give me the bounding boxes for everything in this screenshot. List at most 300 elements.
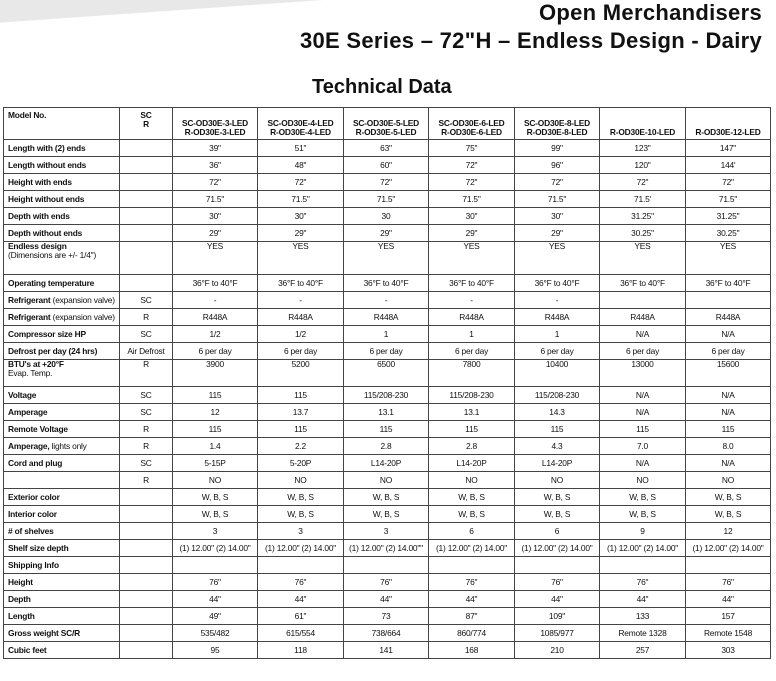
table-cell: (1) 12.00" (2) 14.00" (258, 540, 344, 557)
table-cell (515, 557, 600, 574)
table-cell: 109" (515, 608, 600, 625)
table-cell: 7800 (429, 360, 515, 387)
table-cell: - (344, 292, 429, 309)
table-cell: 44" (600, 591, 686, 608)
table-cell: R448A (258, 309, 344, 326)
table-cell: 5-15P (173, 455, 258, 472)
table-cell: 860/774 (429, 625, 515, 642)
table-cell: (1) 12.00" (2) 14.00"" (344, 540, 429, 557)
row-label-text: Operating temperature (8, 277, 95, 288)
table-cell: 1085/977 (515, 625, 600, 642)
table-cell: 29" (258, 225, 344, 242)
table-cell: N/A (686, 404, 771, 421)
table-cell: 133 (600, 608, 686, 625)
table-cell: 48" (258, 157, 344, 174)
table-cell: 36°F to 40°F (686, 275, 771, 292)
table-cell: N/A (600, 404, 686, 421)
table-cell: 63" (344, 140, 429, 157)
table-cell: NO (344, 472, 429, 489)
table-cell (429, 557, 515, 574)
row-label (4, 642, 120, 659)
table-cell: 118 (258, 642, 344, 659)
table-cell: 73 (344, 608, 429, 625)
row-type-cell (120, 591, 173, 608)
table-cell: 13000 (600, 360, 686, 387)
table-cell: 15600 (686, 360, 771, 387)
row-type-cell (120, 208, 173, 225)
table-cell: 36°F to 40°F (258, 275, 344, 292)
row-label (4, 309, 120, 326)
table-cell: W, B, S (344, 489, 429, 506)
table-cell: 120" (600, 157, 686, 174)
table-cell: 44" (686, 591, 771, 608)
table-cell: W, B, S (258, 489, 344, 506)
table-cell: 5-20P (258, 455, 344, 472)
table-cell: 51" (258, 140, 344, 157)
row-type-cell (120, 489, 173, 506)
table-cell: 76" (600, 574, 686, 591)
table-cell: 535/482 (173, 625, 258, 642)
table-cell: N/A (686, 387, 771, 404)
model-header-cell (686, 108, 771, 140)
table-cell: 6 per day (600, 343, 686, 360)
row-label (4, 557, 120, 574)
table-cell: 6 per day (515, 343, 600, 360)
section-title: Technical Data (312, 76, 452, 98)
table-cell: 115 (344, 421, 429, 438)
table-cell: 72" (686, 174, 771, 191)
table-cell: 115/208-230 (344, 387, 429, 404)
table-cell: YES (600, 242, 686, 275)
row-type-cell (120, 275, 173, 292)
table-cell: - (173, 292, 258, 309)
table-cell: 9 (600, 523, 686, 540)
table-row (4, 404, 771, 421)
row-label (4, 208, 120, 225)
row-type-cell (120, 174, 173, 191)
row-label (4, 523, 120, 540)
row-label-text: Height with ends (8, 176, 72, 187)
table-cell: (1) 12.00" (2) 14.00" (173, 540, 258, 557)
row-label (4, 489, 120, 506)
model-sc-number: SC-OD30E-5-LED (352, 118, 420, 129)
table-cell: R448A (173, 309, 258, 326)
row-label (4, 421, 120, 438)
table-cell: R448A (600, 309, 686, 326)
table-cell: YES (515, 242, 600, 275)
row-label (4, 506, 120, 523)
row-label-text: Remote Voltage (8, 423, 68, 434)
model-sc-number: SC-OD30E-8-LED (523, 118, 591, 129)
table-cell: NO (686, 472, 771, 489)
row-label (4, 404, 120, 421)
table-cell: R448A (515, 309, 600, 326)
table-cell: 115 (429, 421, 515, 438)
table-cell: 1.4 (173, 438, 258, 455)
row-type-cell: SC (120, 455, 173, 472)
row-label (4, 387, 120, 404)
table-cell: YES (344, 242, 429, 275)
table-cell: 6 per day (344, 343, 429, 360)
row-label-text: Cord and plug (8, 457, 63, 468)
table-cell: 10400 (515, 360, 600, 387)
row-label-text: Length (8, 610, 35, 621)
table-cell: 115 (600, 421, 686, 438)
row-label (4, 140, 120, 157)
table-cell: 36°F to 40°F (173, 275, 258, 292)
row-label-text: Amperage (8, 406, 48, 417)
table-cell: 147" (686, 140, 771, 157)
table-cell: 36°F to 40°F (344, 275, 429, 292)
table-cell: NO (258, 472, 344, 489)
table-cell (344, 557, 429, 574)
row-type-cell (120, 557, 173, 574)
table-cell: NO (173, 472, 258, 489)
table-cell: 44" (344, 591, 429, 608)
row-type-cell (120, 157, 173, 174)
table-cell: 71.5" (429, 191, 515, 208)
table-cell: W, B, S (686, 506, 771, 523)
table-cell: 2.2 (258, 438, 344, 455)
table-cell: 115 (515, 421, 600, 438)
row-label (4, 472, 120, 489)
table-cell: 115/208-230 (429, 387, 515, 404)
row-label (4, 225, 120, 242)
model-sc-number: SC-OD30E-6-LED (438, 118, 505, 129)
row-type-cell: R (120, 360, 173, 387)
row-label-text: Cubic feet (8, 644, 47, 655)
table-cell: 6 (515, 523, 600, 540)
table-cell: 303 (686, 642, 771, 659)
table-cell: N/A (600, 455, 686, 472)
table-cell: 3 (258, 523, 344, 540)
table-row (4, 506, 771, 523)
table-cell: N/A (686, 455, 771, 472)
table-row (4, 174, 771, 191)
model-header-cell (258, 108, 344, 140)
table-cell: L14-20P (429, 455, 515, 472)
table-row (4, 360, 771, 387)
table-cell: W, B, S (515, 489, 600, 506)
table-cell: 6 per day (686, 343, 771, 360)
table-cell: 168 (429, 642, 515, 659)
table-cell: 71.5" (173, 191, 258, 208)
row-label (4, 157, 120, 174)
table-cell: YES (173, 242, 258, 275)
table-cell (173, 557, 258, 574)
table-row (4, 523, 771, 540)
row-label-text: Gross weight SC/R (8, 627, 80, 638)
row-type-cell (120, 540, 173, 557)
table-row (4, 455, 771, 472)
table-cell: Remote 1548 (686, 625, 771, 642)
table-header-row (4, 108, 771, 140)
table-row (4, 242, 771, 275)
product-series-title: 30E Series – 72"H – Endless Design - Dairy (299, 28, 762, 53)
table-cell: W, B, S (429, 506, 515, 523)
row-label (4, 438, 120, 455)
table-cell: 30" (258, 208, 344, 225)
row-label (4, 275, 120, 292)
row-label (4, 326, 120, 343)
table-cell: 6 (429, 523, 515, 540)
table-cell: 115 (173, 387, 258, 404)
table-cell: L14-20P (344, 455, 429, 472)
row-label (4, 591, 120, 608)
r-header-label: R (143, 118, 149, 129)
table-cell: 6500 (344, 360, 429, 387)
table-row (4, 421, 771, 438)
row-label-text: Height without ends (8, 193, 85, 204)
row-type-cell: R (120, 472, 173, 489)
table-cell: 12 (686, 523, 771, 540)
table-row (4, 208, 771, 225)
table-cell: - (258, 292, 344, 309)
table-row (4, 275, 771, 292)
table-cell: - (429, 292, 515, 309)
row-label-text: Shipping Info (8, 559, 59, 570)
table-row (4, 438, 771, 455)
table-cell: YES (686, 242, 771, 275)
table-cell: W, B, S (173, 506, 258, 523)
table-cell: 1/2 (258, 326, 344, 343)
table-cell: 6 per day (173, 343, 258, 360)
table-cell: W, B, S (600, 489, 686, 506)
table-cell: (1) 12.00" (2) 14.00" (515, 540, 600, 557)
table-cell: N/A (600, 326, 686, 343)
table-cell: 115 (686, 421, 771, 438)
table-cell: Remote 1328 (600, 625, 686, 642)
table-cell: 36" (173, 157, 258, 174)
table-cell: 13.1 (429, 404, 515, 421)
table-cell: (1) 12.00" (2) 14.00" (600, 540, 686, 557)
table-cell: 95 (173, 642, 258, 659)
table-row (4, 140, 771, 157)
table-cell: R448A (429, 309, 515, 326)
model-header-cell (344, 108, 429, 140)
table-cell: 3900 (173, 360, 258, 387)
table-cell (600, 557, 686, 574)
table-row (4, 309, 771, 326)
row-label-subline: Evap. Temp. (8, 367, 53, 378)
row-type-cell (120, 242, 173, 275)
row-type-cell: R (120, 421, 173, 438)
table-cell: W, B, S (515, 506, 600, 523)
table-cell: 615/554 (258, 625, 344, 642)
table-cell: 30 (344, 208, 429, 225)
row-label (4, 292, 120, 309)
table-row (4, 574, 771, 591)
table-cell (258, 557, 344, 574)
table-cell: 71.5' (600, 191, 686, 208)
model-r-number: R-OD30E-3-LED (184, 127, 246, 138)
table-cell: 3 (173, 523, 258, 540)
model-sc-number: SC-OD30E-3-LED (181, 118, 249, 129)
model-header-label: Model No. (4, 108, 120, 140)
model-r-number: R-OD30E-10-LED (609, 127, 676, 138)
table-cell: - (515, 292, 600, 309)
table-cell: 13.1 (344, 404, 429, 421)
table-cell: 60" (344, 157, 429, 174)
table-cell: 76" (515, 574, 600, 591)
table-cell: 76" (173, 574, 258, 591)
table-cell: 29" (515, 225, 600, 242)
row-label (4, 360, 120, 387)
row-type-cell (120, 625, 173, 642)
table-cell: 76" (429, 574, 515, 591)
banner-swoosh (0, 0, 450, 24)
table-row (4, 642, 771, 659)
row-type-cell: Air Defrost (120, 343, 173, 360)
row-label-text: Depth with ends (8, 210, 70, 221)
sc-r-header (120, 108, 173, 140)
table-cell: 4.3 (515, 438, 600, 455)
table-cell: 71.5" (515, 191, 600, 208)
table-cell: L14-20P (515, 455, 600, 472)
row-label (4, 625, 120, 642)
table-cell: 44" (173, 591, 258, 608)
table-cell: 31.25" (600, 208, 686, 225)
table-cell: 29" (173, 225, 258, 242)
model-header-cell (173, 108, 258, 140)
row-label-subline: (Dimensions are +/- 1/4") (8, 249, 97, 260)
table-cell: 2.8 (429, 438, 515, 455)
table-cell: 1 (429, 326, 515, 343)
row-type-cell (120, 608, 173, 625)
table-cell: NO (515, 472, 600, 489)
table-row (4, 625, 771, 642)
table-row (4, 489, 771, 506)
table-cell: NO (600, 472, 686, 489)
row-label (4, 455, 120, 472)
table-cell: 71.5" (344, 191, 429, 208)
table-cell: 115/208-230 (515, 387, 600, 404)
table-cell: W, B, S (258, 506, 344, 523)
table-cell: 157 (686, 608, 771, 625)
table-cell: 1 (515, 326, 600, 343)
table-cell: 44" (258, 591, 344, 608)
table-cell: 13.7 (258, 404, 344, 421)
table-cell: 76" (686, 574, 771, 591)
table-cell: 36°F to 40°F (429, 275, 515, 292)
row-label-text: Shelf size depth (8, 542, 69, 553)
table-cell: 738/664 (344, 625, 429, 642)
row-label-note: (expansion valve) (50, 311, 115, 322)
model-sc-number: SC-OD30E-4-LED (267, 118, 334, 129)
row-label-text: Length without ends (8, 159, 87, 170)
table-cell: 72" (173, 174, 258, 191)
row-label-text: Depth (8, 593, 31, 604)
table-cell: 123" (600, 140, 686, 157)
table-cell: 72" (344, 174, 429, 191)
table-cell: 30.25" (600, 225, 686, 242)
model-header-cell (429, 108, 515, 140)
row-label-text: Compressor size HP (8, 328, 86, 339)
table-row (4, 557, 771, 574)
table-cell: 49" (173, 608, 258, 625)
table-cell: 29" (429, 225, 515, 242)
table-cell (600, 292, 686, 309)
table-cell: YES (429, 242, 515, 275)
table-cell: YES (258, 242, 344, 275)
row-label-text: Refrigerant (8, 294, 51, 305)
table-cell: 210 (515, 642, 600, 659)
row-type-cell: SC (120, 292, 173, 309)
row-type-cell (120, 225, 173, 242)
row-label (4, 343, 120, 360)
table-cell: 30" (173, 208, 258, 225)
table-cell: 31.25" (686, 208, 771, 225)
row-label (4, 242, 120, 275)
row-label-text: Refrigerant (8, 311, 51, 322)
table-cell: 144' (686, 157, 771, 174)
table-cell: 115 (173, 421, 258, 438)
table-cell: 141 (344, 642, 429, 659)
table-cell: 36°F to 40°F (600, 275, 686, 292)
table-cell: W, B, S (686, 489, 771, 506)
row-label-text: # of shelves (8, 525, 54, 536)
row-type-cell: SC (120, 326, 173, 343)
table-cell: 44" (429, 591, 515, 608)
row-label-text: Endless design (8, 241, 67, 251)
table-cell: 12 (173, 404, 258, 421)
row-label-text: Depth without ends (8, 227, 83, 238)
model-r-number: R-OD30E-12-LED (695, 127, 761, 138)
row-label (4, 174, 120, 191)
table-cell: 72" (258, 174, 344, 191)
model-r-number: R-OD30E-8-LED (526, 127, 588, 138)
table-cell: 115 (258, 421, 344, 438)
table-cell: 257 (600, 642, 686, 659)
table-cell: 36°F to 40°F (515, 275, 600, 292)
table-cell: 72" (429, 174, 515, 191)
table-cell: R448A (686, 309, 771, 326)
row-label (4, 574, 120, 591)
table-cell: 76" (344, 574, 429, 591)
table-row (4, 343, 771, 360)
row-label (4, 540, 120, 557)
table-row (4, 591, 771, 608)
model-r-number: R-OD30E-4-LED (270, 127, 331, 138)
table-cell: R448A (344, 309, 429, 326)
table-row (4, 608, 771, 625)
table-cell: 7.0 (600, 438, 686, 455)
table-cell: 1/2 (173, 326, 258, 343)
table-cell: 30" (429, 208, 515, 225)
table-row (4, 292, 771, 309)
brand-title: Open Merchandisers (538, 0, 762, 25)
row-type-cell: SC (120, 387, 173, 404)
table-cell: 44" (515, 591, 600, 608)
table-cell: 115 (258, 387, 344, 404)
table-cell: 72" (600, 174, 686, 191)
row-type-cell (120, 642, 173, 659)
row-label-text: Defrost per day (24 hrs) (8, 345, 98, 356)
table-cell: W, B, S (600, 506, 686, 523)
table-row (4, 191, 771, 208)
row-label-text: BTU's at +20°F (8, 359, 64, 369)
table-cell: 3 (344, 523, 429, 540)
table-cell: W, B, S (344, 506, 429, 523)
table-cell: 8.0 (686, 438, 771, 455)
table-cell: 76" (258, 574, 344, 591)
table-row (4, 472, 771, 489)
table-cell: 14.3 (515, 404, 600, 421)
table-cell: W, B, S (429, 489, 515, 506)
row-label-note: lights only (49, 440, 87, 451)
table-cell: 71.5" (258, 191, 344, 208)
row-type-cell (120, 523, 173, 540)
